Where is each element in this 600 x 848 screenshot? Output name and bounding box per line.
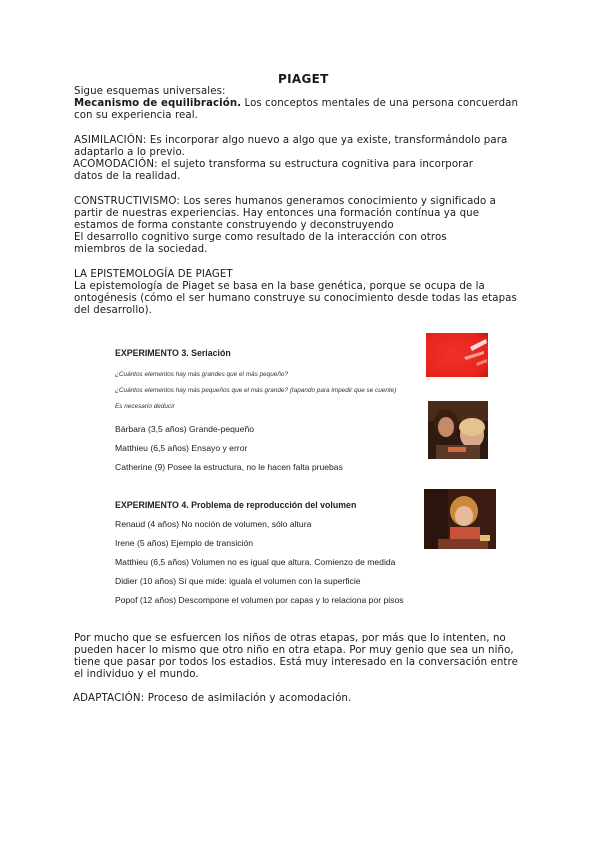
epistemologia-heading: LA EPISTEMOLOGÍA DE PIAGET <box>74 269 233 280</box>
mecanismo-text: Los conceptos mentales de una persona concuerdan <box>241 98 519 109</box>
red-sticks-photo <box>426 333 488 377</box>
experimento4-case: Renaud (4 años) No noción de volumen, sólo altura <box>115 519 312 529</box>
acomodacion-text: el sujeto transforma su estructura cognitiva para incorporar <box>157 159 474 170</box>
experimento3-heading: EXPERIMENTO 3. Seriación <box>115 348 231 358</box>
experimento3-question-2: ¿Cuántos elementos hay más pequeños que el más grande? (tapando para impedir que se cuente) <box>115 387 397 394</box>
asimilacion-paragraph <box>74 135 507 147</box>
asimilacion-label: ASIMILACIÓN: <box>74 135 147 146</box>
constructivismo-text-5: miembros de la sociedad. <box>74 244 208 255</box>
constructivismo-text-2: partir de nuestras experiencias. Hay entonces una formación contínua ya que <box>74 208 480 219</box>
constructivismo-paragraph <box>74 196 496 208</box>
mecanismo-text-2: con su experiencia real. <box>74 110 198 121</box>
experimento3-case: Matthieu (6,5 años) Ensayo y error <box>115 443 248 453</box>
epistemologia-text-1: La epistemología de Piaget se basa en la base genética, porque se ocupa de la <box>74 281 485 292</box>
constructivismo-text: Los seres humanos generamos conocimiento y significado a <box>180 196 497 207</box>
conclusion-text-3: tiene que pasar por todos los estadios. Está muy interesado en la conversación entre <box>74 657 518 668</box>
epistemologia-text-3: del desarrollo). <box>74 305 153 316</box>
acomodacion-text-2: datos de la realidad. <box>74 171 181 182</box>
experimento3-question-3: Es necesario deducir <box>115 403 175 410</box>
children-image-1 <box>428 401 488 459</box>
asimilacion-text-2: adaptarlo a lo previo. <box>74 147 185 158</box>
conclusion-text-4: el individuo y el mundo. <box>74 669 199 680</box>
adaptacion-label: ADAPTACIÓN: <box>73 693 145 704</box>
constructivismo-label: CONSTRUCTIVISMO: <box>74 196 181 207</box>
experimento3-case: Bárbara (3,5 años) Grande-pequeño <box>115 424 255 434</box>
child-image-2 <box>424 489 496 549</box>
constructivismo-text-4: El desarrollo cognitivo surge como resultado de la interacción con otros <box>74 232 447 243</box>
adaptacion-paragraph <box>73 693 351 705</box>
experimento4-heading: EXPERIMENTO 4. Problema de reproducción del volumen <box>115 500 357 510</box>
experimento4-case: Popof (12 años) Descompone el volumen por capas y lo relaciona por pisos <box>115 595 404 605</box>
experimento4-case: Matthieu (6,5 años) Volumen no es igual que altura. Comienzo de medida <box>115 557 396 567</box>
mecanismo-label: Mecanismo de equilibración. <box>74 98 242 109</box>
intro-line: Sigue esquemas universales: <box>74 86 226 97</box>
acomodacion-label: ACOMODACIÓN: <box>73 159 158 170</box>
acomodacion-paragraph <box>73 159 473 171</box>
asimilacion-text: Es incorporar algo nuevo a algo que ya existe, transformándolo para <box>146 135 508 146</box>
experimento4-case: Irene (5 años) Ejemplo de transición <box>115 538 254 548</box>
conclusion-text-2: pueden hacer lo mismo que otro niño en otra etapa. Por muy genio que sea un niño, <box>74 645 514 656</box>
conclusion-text-1: Por mucho que se esfuercen los niños de otras etapas, por más que lo intenten, no <box>74 633 506 644</box>
experimento3-question-1: ¿Cuántos elementos hay más grandes que el más pequeño? <box>115 371 289 378</box>
experimento4-case: Didier (10 años) Sí que mide: iguala el volumen con la superficie <box>115 576 361 586</box>
adaptacion-text: Proceso de asimilación y acomodación. <box>144 693 352 704</box>
experimento3-case: Catherine (9) Posee la estructura, no le hacen falta pruebas <box>115 462 343 472</box>
mecanismo-paragraph <box>74 98 518 110</box>
constructivismo-text-3: estamos de forma constante construyendo y deconstruyendo <box>74 220 394 231</box>
children-photo-1 <box>428 401 488 459</box>
child-photo-2 <box>424 489 496 549</box>
epistemologia-text-2: ontogénesis (cómo el ser humano construye su conocimiento desde todas las etapas <box>74 293 517 304</box>
red-sticks-image <box>426 333 488 377</box>
page-title: PIAGET <box>278 72 329 86</box>
